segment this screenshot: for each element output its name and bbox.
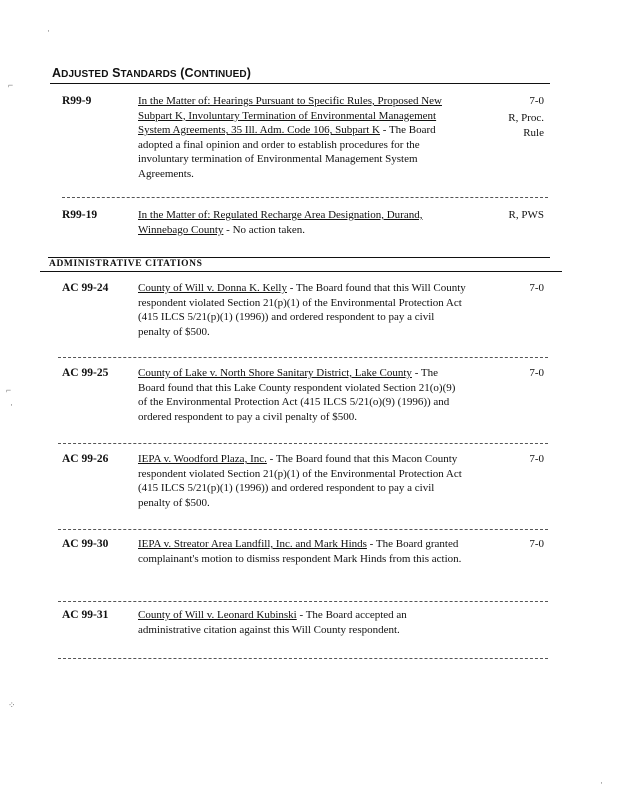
entry-divider [58, 443, 548, 444]
action-code: R, PWS [508, 209, 544, 221]
entry-divider [58, 357, 548, 358]
entry-description [138, 608, 466, 637]
entry-divider [62, 197, 548, 198]
case-title-link[interactable]: County of Will v. Donna K. Kelly [138, 282, 287, 294]
scan-speck: · [10, 400, 13, 410]
entry-description [138, 366, 466, 424]
case-summary: - The Board granted complainant's motion to dismiss respondent Mark Hinds from this action. [138, 538, 462, 565]
docket-number: R99-9 [62, 95, 92, 107]
scan-speck: ⁘ [8, 700, 16, 710]
entry-divider [58, 529, 548, 530]
vote-tally: 7-0 [529, 95, 544, 107]
case-title-link[interactable]: In the Matter of: Hearings Pursuant to Specific Rules, Proposed New Subpart K, Involuntary Termination of Environmental Management System Agreements, 35 Ill. Adm. Code 106, Subpart K [138, 95, 442, 137]
docket-number: AC 99-26 [62, 453, 109, 465]
case-title-link[interactable]: IEPA v. Streator Area Landfill, Inc. and Mark Hinds [138, 538, 367, 550]
section-rule [48, 257, 550, 258]
case-title-link[interactable]: County of Lake v. North Shore Sanitary District, Lake County [138, 367, 412, 379]
case-summary: - The Board accepted an administrative citation against this Will County respondent. [138, 609, 407, 636]
entry-description [138, 208, 466, 237]
case-title-link[interactable]: County of Will v. Leonard Kubinski [138, 609, 297, 621]
entry-divider [58, 658, 548, 659]
docket-number: AC 99-31 [62, 609, 109, 621]
case-summary: - The Board found that this Lake County respondent violated Section 21(o)(9) of the Environmental Protection Act (415 ILCS 5/21(o)(9) (1996)) and ordered respondent to pay a civil penalty of $500. [138, 367, 456, 423]
case-title-link[interactable]: In the Matter of: Regulated Recharge Area Designation, Durand, Winnebago County [138, 209, 423, 236]
vote-tally: 7-0 [529, 538, 544, 550]
case-summary: - No action taken. [223, 223, 305, 236]
vote-tally: 7-0 [529, 367, 544, 379]
section-rule [50, 83, 550, 84]
vote-tally: 7-0 [529, 282, 544, 294]
scan-speck: · [600, 778, 603, 788]
scan-speck: ⌐ [6, 385, 12, 395]
case-title-link[interactable]: IEPA v. Woodford Plaza, Inc. [138, 453, 267, 465]
section-rule [40, 271, 562, 272]
docket-number: AC 99-24 [62, 282, 109, 294]
action-code: R, Proc. Rule [508, 112, 544, 139]
vote-tally: 7-0 [529, 453, 544, 465]
section-heading-administrative-citations: ADMINISTRATIVE CITATIONS [49, 259, 203, 269]
section-heading-adjusted-standards: ADJUSTED STANDARDS (CONTINUED) [52, 66, 251, 80]
entry-divider [58, 601, 548, 602]
docket-number: AC 99-30 [62, 538, 109, 550]
entry-description [138, 94, 466, 182]
entry-description [138, 452, 466, 510]
docket-number: AC 99-25 [62, 367, 109, 379]
case-summary: - The Board adopted a final opinion and order to establish procedures for the involuntary termination of Environmental Management System Agreements. [138, 124, 436, 180]
case-summary: - The Board found that this Will County respondent violated Section 21(p)(1) of the Environmental Protection Act (415 ILCS 5/21(p)(1) (1996)) and ordered respondent to pay a civil penalty of $500. [138, 282, 466, 338]
entry-description [138, 281, 466, 339]
case-summary: - The Board found that this Macon County respondent violated Section 21(p)(1) of the Environmental Protection Act (415 ILCS 5/21(p)(1) (1996)) and ordered respondent to pay a civil penalty of $500. [138, 453, 462, 509]
entry-description [138, 537, 466, 566]
scan-speck: ⌐ [8, 80, 14, 90]
scan-speck: · [47, 26, 50, 36]
docket-number: R99-19 [62, 209, 98, 221]
